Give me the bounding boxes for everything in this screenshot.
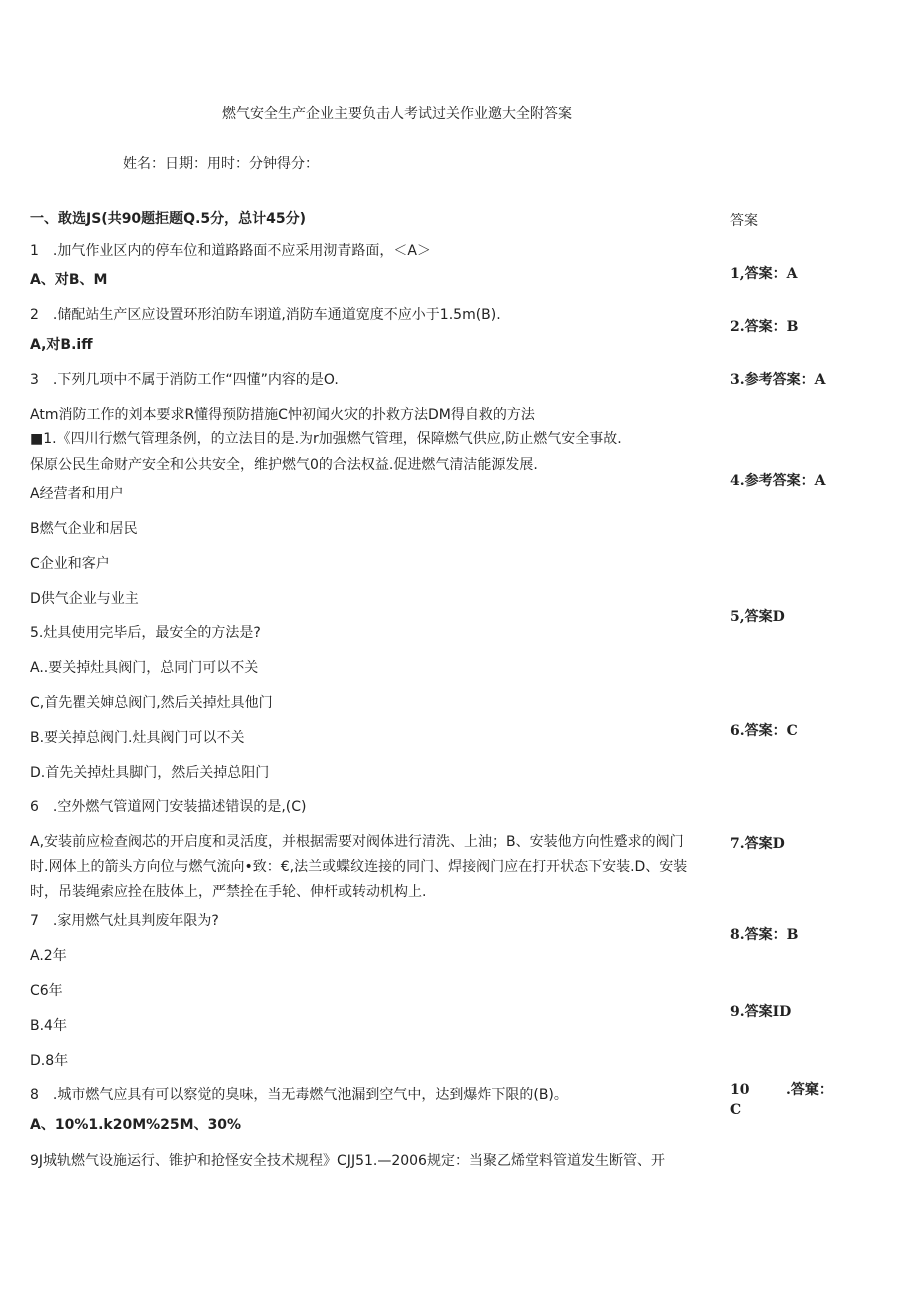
question-paragraph-line: 时，吊装绳索应拴在肢体上，严禁拴在手轮、伸杆或转动机构上. [30,884,427,900]
question-option: C,首先瞿关婶总阀门,然后关掉灶具他门 [30,695,273,711]
answer-item-label: .答窠： [786,1082,833,1098]
question-stem: 2 .储配站生产区应设置环形泊防车诩道,消防车通道宽度不应小于1.5m(B). [30,307,501,323]
question-option: D供气企业与业主 [30,591,139,607]
question-paragraph-line: 时.网体上的箭头方向位与燃气流向•致：€,法兰或蝶纹连接的同门、焊接阀门应在打开状态下安装.D、安装 [30,859,688,875]
question-option: A.2年 [30,948,67,964]
question-stem-line: ■1.《四川行燃气管理条例，的立法目的是.为r加强燃气管理，保障燃气供应,防止燃气安全事故. [30,431,622,447]
question-option: A..要关掉灶具阀门，总同门可以不关 [30,660,259,676]
question-option: A,对B.iff [30,337,93,353]
question-option: C6年 [30,983,63,999]
question-stem: 7 .家用燃气灶具判废年限为? [30,913,219,929]
answer-item-value: C [730,1102,742,1118]
question-option: D.8年 [30,1053,69,1069]
question-stem: 1 .加气作业区内的停车位和道路路面不应采用沏青路面，＜A＞ [30,243,431,259]
question-option: A、10%1.k20M%25M、30% [30,1117,242,1133]
section-heading: 一、敢选JS(共90题拒题Q.5分，总计45分) [30,211,307,227]
question-option: B燃气企业和居民 [30,521,138,537]
document-title: 燃气安全生产企业主要负击人考试过关作业邀大全附答案 [222,106,572,122]
exam-info-line: 姓名：日期：用时：分钟得分： [123,156,319,172]
answer-item: 6.答案：C [730,723,798,739]
question-option: Atm消防工作的刘本要求R懂得预防措施C忡初闻火灾的扑救方法DM得自救的方法 [30,407,535,423]
question-stem: 3 .下列几项中不属于消防工作“四懂”内容的是O. [30,372,339,388]
answer-item-number: 10 [730,1082,750,1098]
answer-item: 1,答案：A [730,266,798,282]
question-stem: 6 .空外燃气管道网门安装描述错误的是,(C) [30,799,307,815]
question-option: C企业和客户 [30,556,110,572]
question-paragraph-line: A,安装前应检查阀芯的开启度和灵活度，并根据需要对阀体进行清洗、上油；B、安装他方向性蹙求的阀门 [30,834,684,850]
answer-item: 7.答案D [730,836,785,852]
question-option: D.首先关掉灶具脚门，然后关掉总阳门 [30,765,270,781]
answer-item: 5,答案D [730,609,785,625]
answer-item: 8.答案：B [730,927,799,943]
answer-item: 4.参考答案：A [730,473,826,489]
answer-column-heading: 答案 [730,213,758,229]
answer-item: 3.参考答案：A [730,372,826,388]
question-option: A经营者和用户 [30,486,124,502]
question-option: A、对B、M [30,272,108,288]
question-stem-line: 保原公民生命财产安全和公共安全，维护燃气0的合法权益.促进燃气清洁能源发展. [30,457,538,473]
answer-item: 2.答案：B [730,319,799,335]
question-option: B.要关掉总阀门.灶具阀门可以不关 [30,730,245,746]
question-stem: 8 .城市燃气应具有可以察觉的臭味，当无毒燃气池漏到空气中，达到爆炸下限的(B)。 [30,1087,568,1103]
question-option: B.4年 [30,1018,67,1034]
answer-item: 9.答案ID [730,1004,792,1020]
question-stem: 5.灶具使用完毕后，最安全的方法是? [30,625,261,641]
question-stem: 9J城轨燃气设施运行、锥护和抢怪安全技术规程》CJJ51.—2006规定：当聚乙烯堂料管道发生断管、开 [30,1153,665,1169]
